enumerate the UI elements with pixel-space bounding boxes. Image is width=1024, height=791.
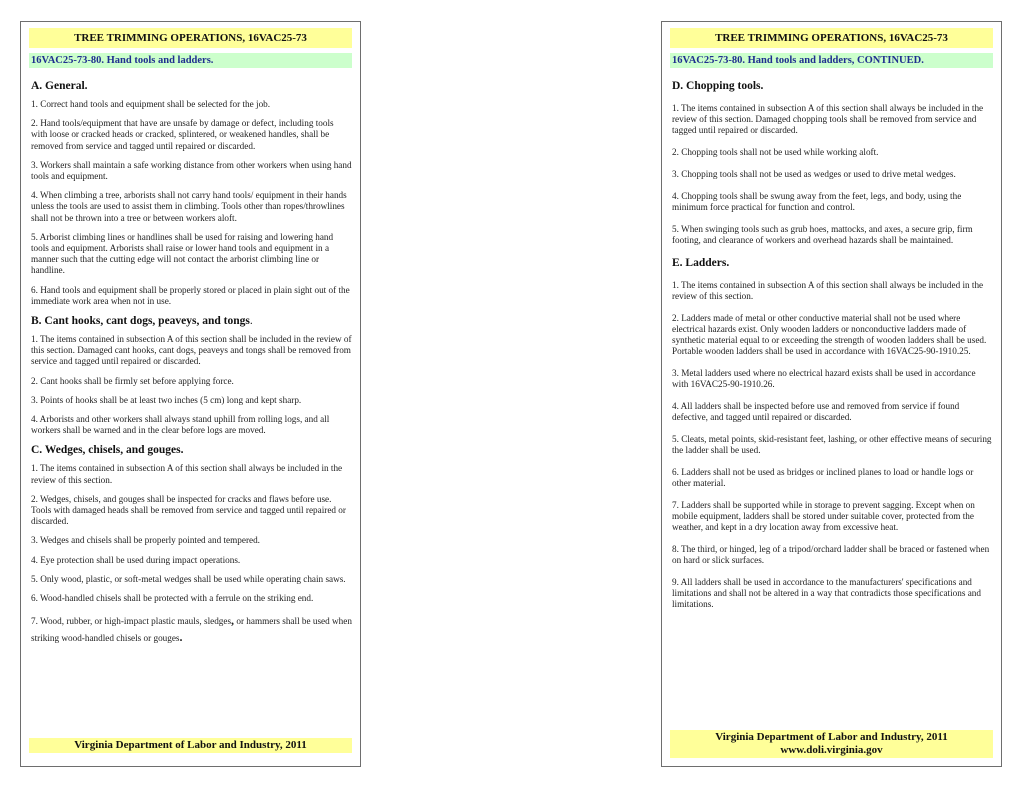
paragraph-a2: 2. Hand tools/equipment that have are unsafe by damage or defect, including tools with loose or cracked heads or cracked, splintered, or weakened handles, shall be removed from service and tagged until repaired or discarded. bbox=[31, 118, 334, 151]
paragraph-c7-period: . bbox=[179, 630, 183, 645]
footer-organization: Virginia Department of Labor and Industry, 2011 bbox=[715, 731, 948, 743]
subsection-heading-e: E. Ladders. bbox=[672, 257, 730, 269]
paragraph-e1: 1. The items contained in subsection A of this section shall always be included in the review of this section. bbox=[672, 280, 984, 301]
paragraph-e3: 3. Metal ladders used where no electrical hazard exists shall be used in accordance with 16VAC25-90-1910.26. bbox=[672, 368, 976, 389]
paragraph-c7-part2: or hammers shall be used when striking wood-handled chisels or gouges bbox=[31, 616, 352, 644]
paragraph-e9: 9. All ladders shall be used in accordance to the manufacturers' specifications and limitations and shall not be altered in a way that contradicts those specifications and limitations. bbox=[672, 577, 981, 609]
subsection-heading-b-text: B. Cant hooks, cant dogs, peaveys, and tongs bbox=[31, 315, 250, 328]
page-content bbox=[672, 78, 993, 621]
paragraph-e2: 2. Ladders made of metal or other conductive material shall not be used where electrical hazards exist. Only wooden ladders or nonconductive ladders made of synthetic material equal to or exceeding the strength of wooden ladders shall be used. Portable wooden ladders shall be used in accordance with 16VAC25-90-1910.25. bbox=[672, 313, 987, 356]
paragraph-a3: 3. Workers shall maintain a safe working distance from other workers when using hand tools and equipment. bbox=[31, 159, 352, 182]
paragraph-d5: 5. When swinging tools such as grub hoes, mattocks, and axes, a secure grip, firm footing, and clearance of workers and overhead hazards shall be maintained. bbox=[672, 224, 973, 245]
paragraph-c6: 6. Wood-handled chisels shall be protected with a ferrule on the striking end. bbox=[31, 593, 314, 604]
subsection-heading-d: D. Chopping tools. bbox=[672, 80, 764, 92]
paragraph-d4: 4. Chopping tools shall be swung away from the feet, legs, and body, using the minimum force practical for function and control. bbox=[672, 191, 962, 212]
paragraph-c7 bbox=[31, 612, 352, 646]
subsection-heading-b bbox=[31, 315, 352, 327]
paragraph-e7: 7. Ladders shall be supported while in storage to prevent sagging. Except when on mobile equipment, ladders shall be stored under suitable cover, protected from the weather, and kept in a dry location away from excessive heat. bbox=[672, 500, 975, 532]
paragraph-b4: 4. Arborists and other workers shall always stand uphill from rolling logs, and all workers shall be warned and in the clear before logs are moved. bbox=[31, 414, 330, 436]
paragraph-b1: 1. The items contained in subsection A of this section shall be included in the review of this section. Damaged cant hooks, cant dogs, peaveys and tongs shall be removed from service and tagged until repaired or discarded. bbox=[31, 334, 352, 367]
paragraph-e6: 6. Ladders shall not be used as bridges or inclined planes to load or handle logs or other material. bbox=[672, 467, 974, 488]
paragraph-c1: 1. The items contained in subsection A of this section shall always be included in the review of this section. bbox=[31, 463, 343, 485]
section-heading: 16VAC25-73-80. Hand tools and ladders. bbox=[29, 53, 352, 68]
paragraph-a1: 1. Correct hand tools and equipment shall be selected for the job. bbox=[31, 99, 271, 109]
section-heading: 16VAC25-73-80. Hand tools and ladders, CONTINUED. bbox=[670, 53, 993, 68]
document-page-right bbox=[661, 21, 1002, 767]
subsection-heading-a: A. General. bbox=[31, 80, 88, 92]
paragraph-d1: 1. The items contained in subsection A of this section shall always be included in the review of this section. Damaged chopping tools shall be removed from service and tagged until repaired or discarded. bbox=[672, 103, 984, 135]
paragraph-b3: 3. Points of hooks shall be at least two inches (5 cm) long and kept sharp. bbox=[31, 394, 302, 405]
paragraph-c2: 2. Wedges, chisels, and gouges shall be inspected for cracks and flaws before use. Tools with damaged heads shall be removed from service and tagged until repaired or discarded. bbox=[31, 493, 346, 527]
page-title: TREE TRIMMING OPERATIONS, 16VAC25-73 bbox=[29, 28, 352, 48]
paragraph-a5: 5. Arborist climbing lines or handlines shall be used for raising and lowering hand tools and equipment. Arborists shall raise or lower hand tools and equipment in a manner such that the cutting edge will not contact the arborist climbing line or handline. bbox=[31, 231, 334, 276]
paragraph-c7-comma: , bbox=[231, 613, 235, 628]
subsection-heading-b-period: . bbox=[249, 315, 253, 328]
page-footer: Virginia Department of Labor and Industry, 2011 bbox=[29, 738, 352, 753]
paragraph-b2: 2. Cant hooks shall be firmly set before applying force. bbox=[31, 375, 234, 386]
page-title: TREE TRIMMING OPERATIONS, 16VAC25-73 bbox=[670, 28, 993, 48]
paragraph-d2: 2. Chopping tools shall not be used while working aloft. bbox=[672, 147, 879, 157]
paragraph-e8: 8. The third, or hinged, leg of a tripod/orchard ladder shall be braced or fastened when on hard or slick surfaces. bbox=[672, 544, 990, 565]
footer-website: www.doli.virginia.gov bbox=[780, 744, 883, 756]
document-page-left bbox=[20, 21, 361, 767]
paragraph-c7-part1: 7. Wood, rubber, or high-impact plastic mauls, sledges bbox=[31, 616, 232, 627]
subsection-heading-c: C. Wedges, chisels, and gouges. bbox=[31, 444, 184, 457]
paragraph-a4: 4. When climbing a tree, arborists shall not carry hand tools/ equipment in their hands unless the tools are used to assist them in climbing. Tools other than ropes/throwlines shall not be thrown into a tree or between workers aloft. bbox=[31, 190, 347, 223]
paragraph-a6: 6. Hand tools and equipment shall be properly stored or placed in plain sight out of the immediate work area when not in use. bbox=[31, 284, 350, 306]
paragraph-d3: 3. Chopping tools shall not be used as wedges or used to drive metal wedges. bbox=[672, 169, 956, 179]
paragraph-e5: 5. Cleats, metal points, skid-resistant feet, lashing, or other effective means of securing the ladder shall be used. bbox=[672, 434, 992, 455]
page-footer bbox=[670, 730, 993, 758]
page-content bbox=[31, 78, 352, 654]
paragraph-c3: 3. Wedges and chisels shall be properly pointed and tempered. bbox=[31, 535, 260, 546]
paragraph-c4: 4. Eye protection shall be used during impact operations. bbox=[31, 554, 241, 565]
paragraph-c5: 5. Only wood, plastic, or soft-metal wedges shall be used while operating chain saws. bbox=[31, 573, 346, 584]
paragraph-e4: 4. All ladders shall be inspected before use and removed from service if found defective, and tagged until repaired or discarded. bbox=[672, 401, 960, 422]
